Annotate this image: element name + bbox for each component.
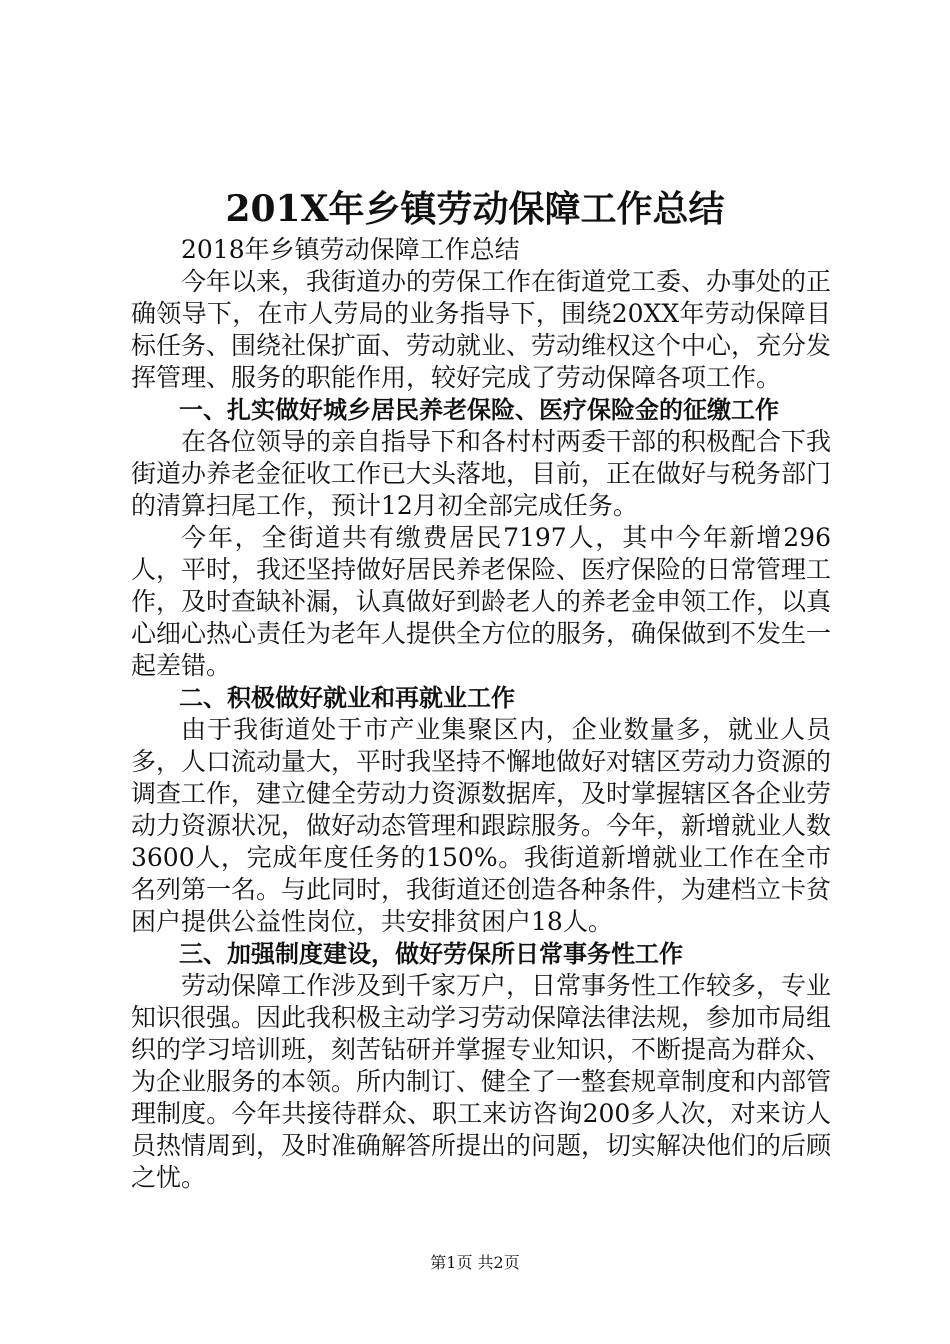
paragraph-section3: 劳动保障工作涉及到千家万户，日常事务性工作较多，专业知识很强。因此我积极主动学习劳动保障法律法规，参加市局组织的学习培训班，刻苦钻研并掌握专业知识，不断提高为群众、为企业服务的本领。所内制订、健全了一整套规章制度和内部管理制度。今年共接待群众、职工来访咨询200多人次，对来访人员热情周到，及时准确解答所提出的问题，切实解决他们的后顾之忧。 — [131, 971, 832, 1192]
paragraph-section1-b: 今年，全街道共有缴费居民7197人，其中今年新增296人，平时，我还坚持做好居民养老保险、医疗保险的日常管理工作，及时查缺补漏，认真做好到龄老人的养老金申领工作，以真心细心热心责任为老年人提供全方位的服务，确保做到不发生一起差错。 — [131, 523, 832, 680]
paragraph-intro: 今年以来，我街道办的劳保工作在街道党工委、办事处的正确领导下，在市人劳局的业务指导下，围绕20XX年劳动保障目标任务、围绕社保扩面、劳动就业、劳动维权这个中心，充分发挥管理、服务的职能作用，较好完成了劳动保障各项工作。 — [131, 267, 832, 392]
section-heading-1: 一、扎实做好城乡居民养老保险、医疗保险金的征缴工作 — [179, 396, 779, 424]
page-footer: 第1页 共2页 — [430, 1253, 520, 1272]
paragraph-section1-a: 在各位领导的亲自指导下和各村村两委干部的积极配合下我街道办养老金征收工作已大头落地，目前，正在做好与税务部门的清算扫尾工作，预计12月初全部完成任务。 — [131, 427, 832, 520]
document-body — [131, 234, 831, 1194]
document-subtitle: 2018年乡镇劳动保障工作总结 — [181, 235, 520, 264]
paragraph-section2: 由于我街道处于市产业集聚区内，企业数量多，就业人员多，人口流动量大，平时我坚持不懈地做好对辖区劳动力资源的调查工作，建立健全劳动力资源数据库，及时掌握辖区各企业劳动力资源状况，做好动态管理和跟踪服务。今年，新增就业人数3600人，完成年度任务的150%。我街道新增就业工作在全市名列第一名。与此同时，我街道还创造各种条件，为建档立卡贫困户提供公益性岗位，共安排贫困户18人。 — [131, 715, 832, 936]
section-heading-2: 二、积极做好就业和再就业工作 — [179, 684, 515, 712]
document-title: 201X年乡镇劳动保障工作总结 — [225, 188, 725, 230]
section-heading-3: 三、加强制度建设，做好劳保所日常事务性工作 — [179, 940, 683, 968]
